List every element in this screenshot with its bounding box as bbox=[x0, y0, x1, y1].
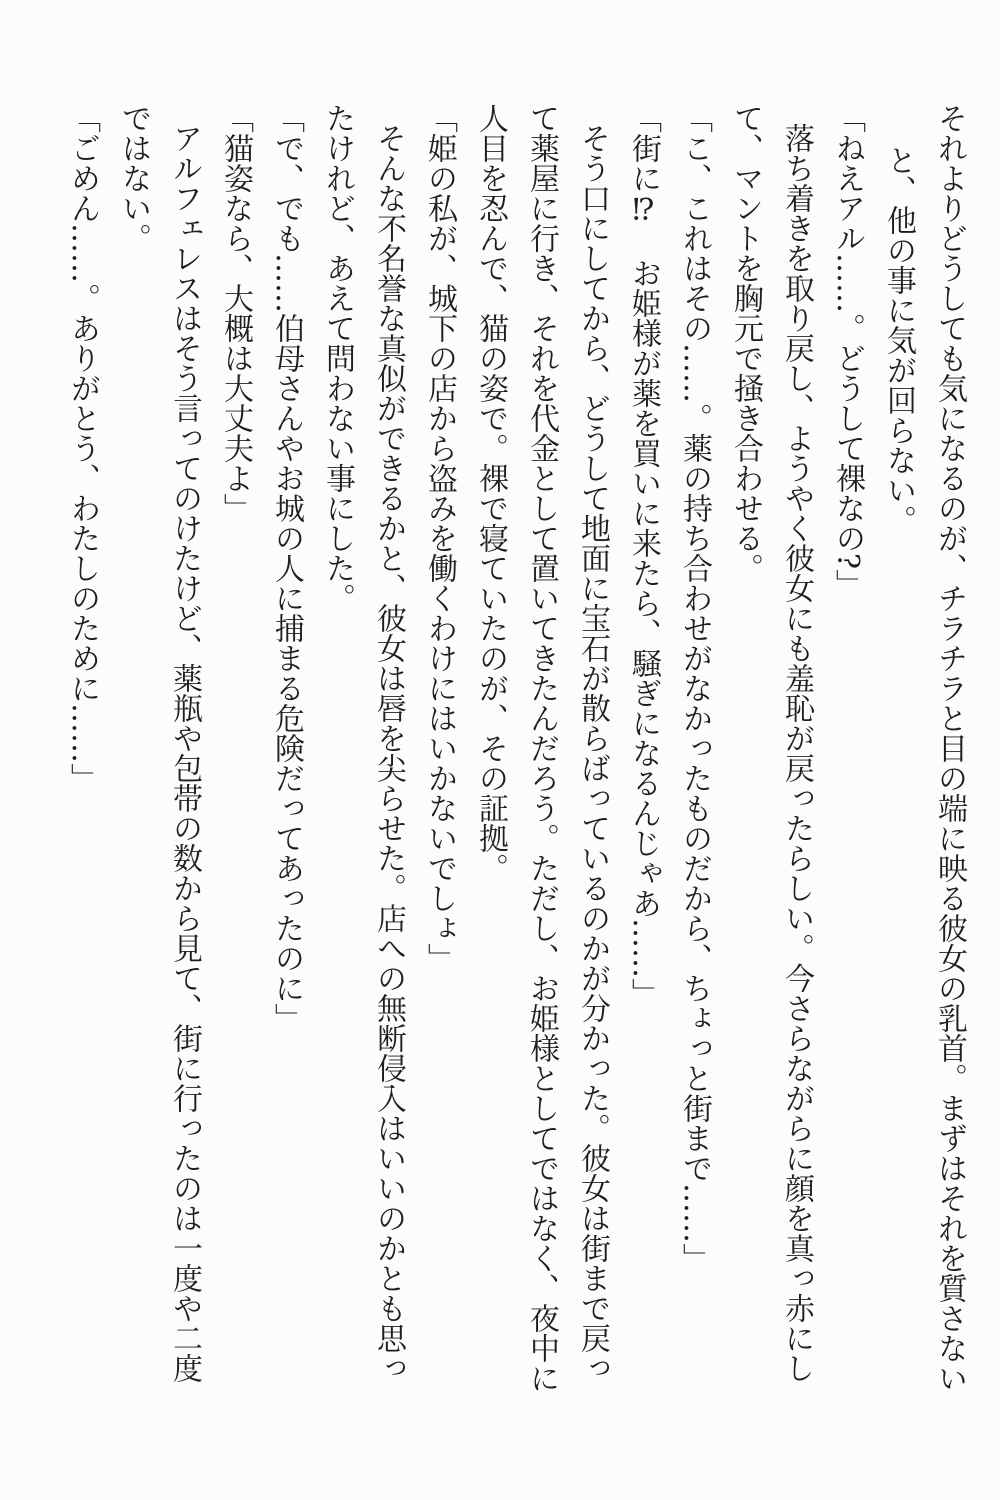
vertical-text-block bbox=[57, 103, 975, 1413]
narration-line-17: ではない。 bbox=[116, 103, 151, 253]
dialogue-line-18: 「ごめん……。ありがとう、わたしのために……」 bbox=[65, 103, 100, 793]
narration-line-10: 人目を忍んで、猫の姿で。裸で寝ていたのが、その証拠。 bbox=[473, 103, 508, 883]
narration-line-5: て、マントを胸元で掻き合わせる。 bbox=[728, 103, 763, 583]
narration-line-1: それよりどうしても気になるのが、チラチラと目の端に映る彼女の乳首。まずはそれを質さない bbox=[932, 103, 967, 1393]
dialogue-line-15: 「猫姿なら、大概は大丈夫よ」 bbox=[218, 103, 253, 523]
dialogue-line-3: 「ねえアル……。どうして裸なの?」 bbox=[830, 103, 865, 600]
dialogue-line-7: 「街に⁉ お姫様が薬を買いに来たら、騒ぎになるんじゃあ……」 bbox=[626, 103, 661, 1008]
narration-line-13: たけれど、あえて問わない事にした。 bbox=[320, 103, 355, 613]
narration-line-12: そんな不名誉な真似ができるかと、彼女は唇を尖らせた。店への無断侵入はいいのかとも思っ bbox=[371, 123, 406, 1383]
narration-line-16: アルフェレスはそう言ってのけたけど、薬瓶や包帯の数から見て、街に行ったのは一度や二度 bbox=[167, 123, 202, 1383]
dialogue-line-6: 「こ、これはその……。薬の持ち合わせがなかったものだから、ちょっと街まで……」 bbox=[677, 103, 712, 1273]
narration-line-8: そう口にしてから、どうして地面に宝石が散らばっているのかが分かった。彼女は街まで戻っ bbox=[575, 123, 610, 1383]
dialogue-line-14: 「で、でも……伯母さんやお城の人に捕まる危険だってあったのに」 bbox=[269, 103, 304, 1033]
narration-line-4: 落ち着きを取り戻し、ようやく彼女にも羞恥が戻ったらしい。今さらながらに顔を真っ赤にし bbox=[779, 123, 814, 1383]
narration-line-2: と、他の事に気が回らない。 bbox=[881, 145, 916, 535]
narration-line-9: て薬屋に行き、それを代金として置いてきたんだろう。ただし、お姫様としてではなく、夜中に bbox=[524, 103, 559, 1393]
dialogue-line-11: 「姫の私が、城下の店から盗みを働くわけにはいかないでしょ」 bbox=[422, 103, 457, 973]
